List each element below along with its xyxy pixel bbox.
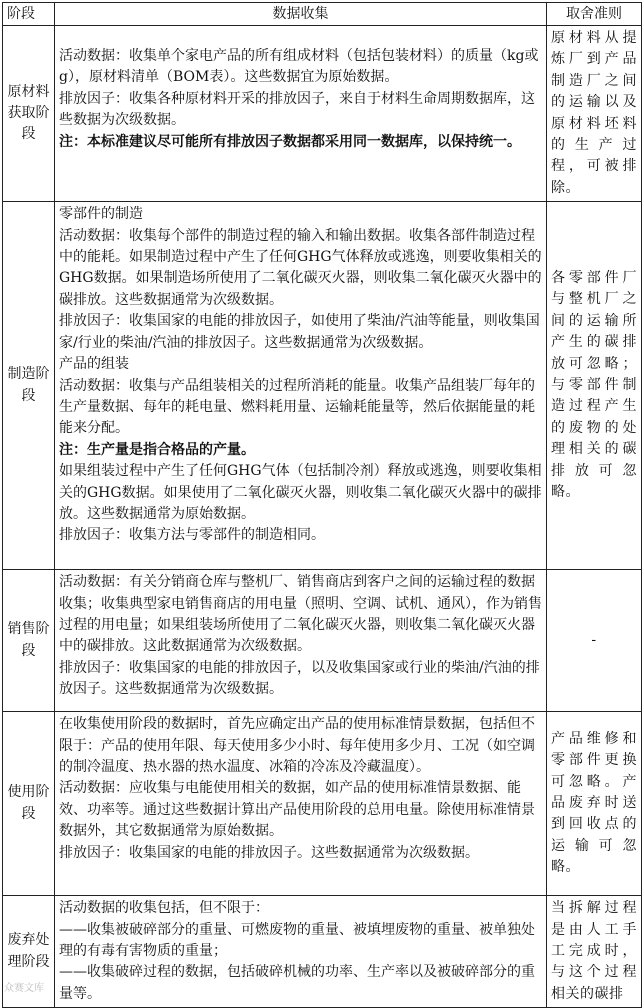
paragraph: ——收集被破碎部分的重量、可燃废物的重量、被填埋废物的重量、被单独处理的有毒有害物质的重量； — [59, 921, 535, 960]
stage-cell: 制造阶段 — [3, 202, 55, 570]
paragraph: 零部件的制造 — [59, 206, 143, 223]
paragraph: 活动数据：收集单个家电产品的所有组成材料（包括包装材料）的质量（kg或g），原材料清单（BOM表）。这些数据宜为原始数据。 — [59, 48, 539, 86]
header-stage: 阶段 — [3, 3, 55, 26]
paragraph: 活动数据：收集每个部件的制造过程的输入和输出数据。收集各部件制造过程中的能耗。如果制造过程中产生了任何GHG气体释放或逃逸，则要收集相关的GHG数据。如果制造场所使用了二氧化碳灭火器，则收集二氧化碳灭火器中的碳排放。这些数据通常为次级数据。 — [59, 227, 542, 308]
table-row — [3, 896, 642, 1008]
rule-cell: - — [547, 570, 642, 712]
paragraph: 排放因子：收集国家的电能的排放因子，以及收集国家或行业的柴油/汽油的排放因子。这些数据通常为次级数据。 — [59, 659, 540, 698]
watermark: 众赛文库 — [4, 983, 44, 994]
paragraph: 排放因子：收集方法与零部件的制造相同。 — [59, 527, 325, 544]
data-cell — [55, 26, 547, 202]
stage-cell: 废弃处理阶段 — [3, 896, 55, 1008]
header-data-collection: 数据收集 — [55, 3, 547, 26]
stage-cell: 使用阶段 — [3, 712, 55, 896]
table-row — [3, 26, 642, 202]
paragraph: ——收集破碎过程的数据，包括破碎机械的功率、生产率以及被破碎部分的重量等。 — [59, 964, 535, 1002]
rule-cell: 各零部件厂与整机厂之间的运输所产生的碳排放可忽略；与零部件制造过程产生的废物的处理相关的碳排放可忽略。 — [547, 202, 642, 570]
note-paragraph: 注：本标准建议尽可能所有排放因子数据都采用同一数据库，以保持统一。 — [59, 133, 521, 150]
stage-cell: 销售阶段 — [3, 570, 55, 712]
stage-cell: 原材料获取阶段 — [3, 26, 55, 202]
data-cell — [55, 570, 547, 712]
table-row — [3, 712, 642, 896]
paragraph: 产品的组装 — [59, 356, 129, 373]
data-cell — [55, 712, 547, 896]
paragraph: 活动数据：有关分销商仓库与整机厂、销售商店到客户之间的运输过程的数据收集；收集典型家电销售商店的用电量（照明、空调、试机、通风），作为销售过程的用电量；如果组装场所使用了二氧化碳灭火器，则收集二氧化碳灭火器中的碳排放。这此数据通常为次级数据。 — [59, 574, 542, 655]
rule-cell: 产品维修和零部件更换可忽略。产品废弃时送到回收点的运输可忽略。 — [547, 712, 642, 896]
paragraph: 在收集使用阶段的数据时，首先应确定出产品的使用标准情景数据，包括但不限于：产品的使用年限、每天使用多少小时、每年使用多少月、工况（如空调的制冷温度、热水器的热水温度、冰箱的冷冻及冷藏温度）。 — [59, 716, 535, 776]
paragraph: 如果组装过程中产生了任何GHG气体（包括制冷剂）释放或逃逸，则要收集相关的GHG数据。如果使用了二氧化碳灭火器，则收集二氧化碳灭火器中的碳排放。这些数据通常为原始数据。 — [59, 463, 542, 522]
paragraph: 排放因子：收集国家的电能的排放因子，如使用了柴油/汽油等能量，则收集国家/行业的柴油/汽油的排放因子。这些数据通常为次级数据。 — [59, 313, 540, 351]
paragraph: 排放因子：收集各种原材料开采的排放因子，来自于材料生命周期数据库，这些数据为次级数据。 — [59, 90, 535, 129]
rule-cell: 原材料从提炼厂到产品制造厂之间的运输以及原材料坯料的生产过程，可被排除。 — [547, 26, 642, 202]
paragraph: 排放因子：收集国家的电能的排放因子。这些数据通常为次级数据。 — [59, 844, 479, 861]
paragraph: 活动数据：收集与产品组装相关的过程所消耗的能量。收集产品组装厂每年的生产量数据、每年的耗电量、燃料耗用量、运输耗能量等，然后依据能量的耗能来分配。 — [59, 377, 535, 437]
header-rule: 取舍准则 — [547, 3, 642, 26]
data-cell — [55, 202, 547, 570]
paragraph: 活动数据：应收集与电能使用相关的数据，如产品的使用标准情景数据、能效、功率等。通过这些数据计算出产品使用阶段的总用电量。除使用标准情景数据外，其它数据通常为原始数据。 — [59, 780, 535, 840]
note-paragraph: 注：生产量是指合格品的产量。 — [59, 441, 255, 458]
table-header-row — [3, 3, 642, 26]
table-row — [3, 202, 642, 570]
paragraph: 活动数据的收集包括，但不限于： — [59, 900, 269, 917]
rule-cell: 当拆解过程是由人工手工完成时，与这个过程相关的碳排 — [547, 896, 642, 1008]
table-row — [3, 570, 642, 712]
data-cell — [55, 896, 547, 1008]
data-collection-table — [2, 2, 642, 1008]
